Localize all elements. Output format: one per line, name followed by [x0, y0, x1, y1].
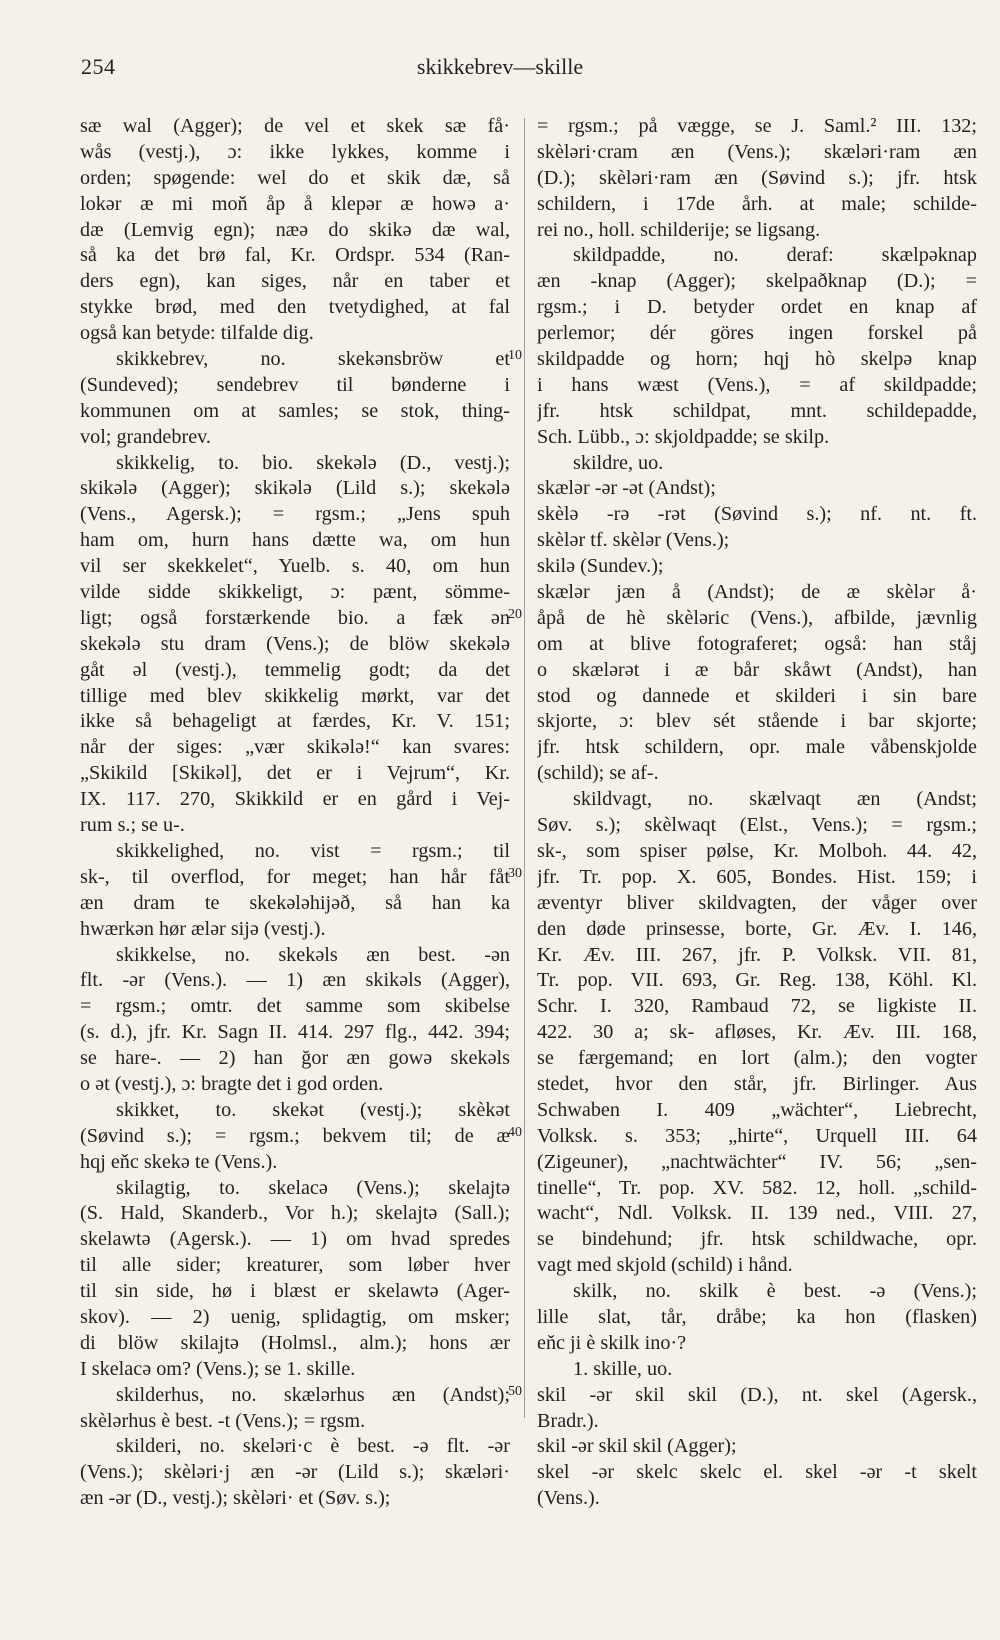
text-line: Kr. Æv. III. 267, jfr. P. Volksk. VII. 81,: [537, 943, 977, 966]
text-line: se bindehund; jfr. htsk schildwache, opr.: [537, 1228, 977, 1251]
text-line: skikkelig, to. bio. skekələ (D., vestj.);: [116, 451, 510, 474]
text-line: skildpadde, no. deraf: skælpəknap: [573, 244, 977, 267]
text-line: til alle sider; kreaturer, som løber hver: [80, 1254, 510, 1277]
text-line: IX. 117. 270, Skikkild er en gård i Vej-: [80, 788, 510, 811]
text-line: skelawtə (Agersk.). — 1) om hvad spredes: [80, 1228, 510, 1251]
text-line: 1. skille, uo.: [573, 1357, 673, 1380]
text-line: ikke så behageligt at færdes, Kr. V. 151;: [80, 710, 510, 733]
text-line: (Vens.).: [537, 1487, 600, 1510]
text-line: hwærkən hør ælər sijə (vestj.).: [80, 917, 326, 940]
text-line: (Søvind s.); = rgsm.; bekvem til; de æ: [80, 1124, 510, 1147]
text-line: skov). — 2) uenig, splidagtig, om msker;: [80, 1305, 510, 1328]
text-line: Søv. s.); skèlwaqt (Elst., Vens.); = rgsm.;: [537, 814, 977, 837]
text-line: jfr. htsk schildpat, mnt. schildepadde,: [537, 399, 977, 422]
text-line: æn -knap (Agger); skelpaðknap (D.); =: [537, 270, 977, 293]
text-line: æn -ər (D., vestj.); skèləri· et (Søv. s.);: [80, 1487, 391, 1510]
text-line: skilk, no. skilk è best. -ə (Vens.);: [573, 1280, 977, 1303]
text-line: orden; spøgende: wel do et skik dæ, så: [80, 166, 510, 189]
text-line: skildre, uo.: [573, 451, 664, 474]
text-line: Sch. Lübb., ɔ: skjoldpadde; se skilp.: [537, 425, 830, 448]
text-line: perlemor; dér göres ingen forskel på: [537, 322, 977, 345]
text-line: se færgemand; en lort (alm.); den vogter: [537, 1047, 977, 1070]
text-line: skilə (Sundev.);: [537, 555, 664, 578]
text-line: skjorte, ɔ: blev sét stående i bar skjorte;: [537, 710, 977, 733]
text-line: skikkebrev, no. skekənsbröw et: [116, 348, 510, 371]
text-line: skilagtig, to. skelacə (Vens.); skelajtə: [116, 1176, 510, 1199]
text-line: vol; grandebrev.: [80, 425, 211, 448]
text-line: i hans wæst (Vens.), = af skildpadde;: [537, 373, 977, 396]
text-line: skikkelighed, no. vist = rgsm.; til: [116, 839, 510, 862]
text-line: skel -ər skelc skelc el. skel -ər -t skelt: [537, 1461, 977, 1484]
text-line: hqj eňc skekə te (Vens.).: [80, 1150, 278, 1173]
text-line: skèlərhus è best. -t (Vens.); = rgsm.: [80, 1409, 366, 1432]
text-line: lokər æ mi moň åp å klepər æ howə a·: [80, 192, 510, 215]
text-line: vil ser skekkelet“, Yuelb. s. 40, om hun: [80, 555, 510, 578]
right-column: [537, 114, 977, 1512]
text-line: skilderi, no. skeləri·c è best. -ə flt. -ər: [116, 1435, 510, 1458]
text-line: rgsm.; i D. betyder ordet en knap af: [537, 296, 977, 319]
text-line: ligt; også forstærkende bio. a fæk ən: [80, 606, 510, 629]
text-line: åpå de hè skèləric (Vens.), afbilde, jævnlig: [537, 606, 977, 629]
text-line: skælər jæn å (Andst); de æ skèlər å·: [537, 581, 977, 604]
text-line: skèlər tf. skèlər (Vens.);: [537, 529, 730, 552]
text-line: jfr. Tr. pop. X. 605, Bondes. Hist. 159; i: [537, 865, 977, 888]
text-line: schildern, i 17de årh. at male; schilde-: [537, 192, 977, 215]
text-line: flt. -ər (Vens.). — 1) æn skikəls (Agger),: [80, 969, 510, 992]
text-line: skekələ stu dram (Vens.); de blöw skekələ: [80, 632, 510, 655]
text-line: I skelacə om? (Vens.); se 1. skille.: [80, 1357, 356, 1380]
text-line: vagt med skjold (schild) i hånd.: [537, 1254, 793, 1277]
text-line: stykke brød, med den tvetydighed, at fal: [80, 296, 510, 319]
running-title: skikkebrev—skille: [416, 54, 584, 79]
text-line: (s. d.), jfr. Kr. Sagn II. 414. 297 flg., 442. 394;: [80, 1021, 510, 1044]
left-column: [80, 114, 510, 1512]
column-divider: [524, 118, 525, 1418]
text-line: Schr. I. 320, Rambaud 72, se ligkiste II.: [537, 995, 977, 1018]
line-number-10: 10: [508, 348, 522, 363]
text-line: eňc ji è skilk ino·?: [537, 1331, 687, 1354]
text-line: jfr. htsk schildern, opr. male våbenskjolde: [537, 736, 977, 759]
text-line: (Sundeved); sendebrev til bønderne i: [80, 373, 510, 396]
text-line: skil -ər skil skil (D.), nt. skel (Agersk.,: [537, 1383, 977, 1406]
text-line: sk-, som spiser pølse, Kr. Molboh. 44. 42,: [537, 839, 977, 862]
text-line: skælər -ər -ət (Andst);: [537, 477, 716, 500]
text-line: o skælərət i æ bår skåwt (Andst), han: [537, 658, 977, 681]
text-line: stedet, hvor den står, jfr. Birlinger. Aus: [537, 1072, 977, 1095]
text-line: sk-, til overflod, for meget; han hår fåt: [80, 865, 510, 888]
text-line: så ka det brø fal, Kr. Ordspr. 534 (Ran-: [80, 244, 510, 267]
text-line: tillige med blev skikkelig mørkt, var det: [80, 684, 510, 707]
text-line: når der siges: „vær skikələ!“ kan svares:: [80, 736, 510, 759]
text-line: (Vens., Agersk.); = rgsm.; „Jens spuh: [80, 503, 510, 526]
text-line: = rgsm.; på vægge, se J. Saml.² III. 132;: [537, 115, 977, 137]
text-line: di blöw skilajtə (Holmsl., alm.); hons ær: [80, 1331, 510, 1354]
text-line: vilde sidde skikkeligt, ɔ: pænt, sömme-: [80, 581, 510, 604]
page-header: [0, 54, 1000, 94]
text-line: skildpadde og horn; hqj hò skelpə knap: [537, 348, 977, 371]
text-line: gåt əl (vestj.), temmelig godt; da det: [80, 658, 510, 681]
text-line: Schwaben I. 409 „wächter“, Liebrecht,: [537, 1098, 977, 1121]
text-line: kommunen om at samles; se stok, thing-: [80, 399, 510, 422]
text-line: skèlə -rə -rət (Søvind s.); nf. nt. ft.: [537, 503, 977, 526]
line-number-20: 20: [508, 607, 522, 622]
text-line: ders egn), kan siges, når en taber et: [80, 270, 510, 293]
text-line: stod og dannede et skilderi i sin bare: [537, 684, 977, 707]
text-line: skilderhus, no. skælərhus æn (Andst);: [116, 1383, 510, 1406]
text-line: også kan betyde: tilfalde dig.: [80, 322, 314, 345]
text-line: „Skikild [Skikəl], det er i Vejrum“, Kr.: [80, 762, 510, 785]
text-line: skikkelse, no. skekəls æn best. -ən: [116, 943, 510, 966]
text-line: ham om, hurn hans dætte wa, om hun: [80, 529, 510, 552]
text-line: (Zigeuner), „nachtwächter“ IV. 56; „sen-: [537, 1150, 977, 1173]
text-line: = rgsm.; omtr. det samme som skibelse: [80, 995, 510, 1018]
text-line: skèləri·cram æn (Vens.); skæləri·ram æn: [537, 140, 977, 163]
text-line: se hare-. — 2) han ğor æn gowə skekəls: [80, 1047, 510, 1070]
page-number: 254: [81, 54, 116, 79]
text-line: til sin side, hø i blæst er skelawtə (Ager-: [80, 1280, 510, 1303]
text-line: rei no., holl. schilderije; se ligsang.: [537, 218, 821, 241]
text-line: sæ wal (Agger); de vel et skek sæ få·: [80, 115, 510, 137]
line-number-40: 40: [508, 1125, 522, 1140]
text-line: wås (vestj.), ɔ: ikke lykkes, komme i: [80, 140, 510, 163]
text-line: (S. Hald, Skanderb., Vor h.); skelajtə (Sall.);: [80, 1202, 510, 1225]
text-line: skikələ (Agger); skikələ (Lild s.); skekələ: [80, 477, 510, 500]
text-line: rum s.; se u-.: [80, 814, 185, 837]
line-number-30: 30: [508, 866, 522, 881]
text-line: o ət (vestj.), ɔ: bragte det i god orden.: [80, 1072, 384, 1095]
text-line: wacht“, Ndl. Volksk. II. 139 ned., VIII. 27,: [537, 1202, 977, 1225]
text-line: Volksk. s. 353; „hirte“, Urquell III. 64: [537, 1124, 977, 1147]
text-line: skikket, to. skekət (vestj.); skèkət: [116, 1098, 510, 1121]
text-line: Bradr.).: [537, 1409, 599, 1432]
text-line: æn dram te skekələhijəð, så han ka: [80, 891, 510, 914]
text-line: den døde prinsesse, borte, Gr. Æv. I. 146,: [537, 917, 977, 940]
text-line: (schild); se af-.: [537, 762, 659, 785]
text-line: tinelle“, Tr. pop. XV. 582. 12, holl. „schild-: [537, 1176, 977, 1199]
text-line: (Vens.); skèləri·j æn -ər (Lild s.); skæləri·: [80, 1461, 510, 1484]
text-line: skildvagt, no. skælvaqt æn (Andst;: [573, 788, 977, 811]
text-line: 422. 30 a; sk- afløses, Kr. Æv. III. 168,: [537, 1021, 977, 1044]
text-line: om at blive fotograferet; også: han ståj: [537, 632, 977, 655]
text-line: Tr. pop. VII. 693, Gr. Reg. 138, Köhl. Kl.: [537, 969, 977, 992]
text-line: (D.); skèləri·ram æn (Søvind s.); jfr. htsk: [537, 166, 977, 189]
line-number-50: 50: [508, 1384, 522, 1399]
text-line: skil -ər skil skil (Agger);: [537, 1435, 737, 1458]
text-line: dæ (Lemvig egn); næə do skikə dæ wal,: [80, 218, 510, 241]
text-line: lille slat, tår, dråbe; ka hon (flasken): [537, 1305, 977, 1328]
text-line: æventyr bliver skildvagten, der våger over: [537, 891, 977, 914]
